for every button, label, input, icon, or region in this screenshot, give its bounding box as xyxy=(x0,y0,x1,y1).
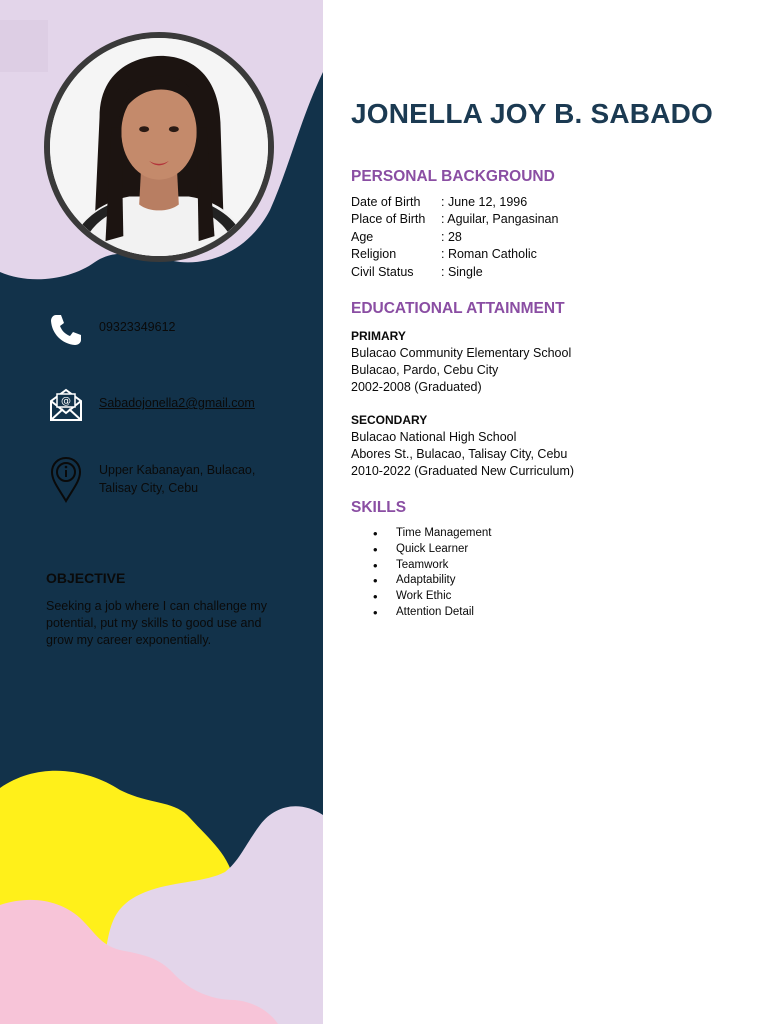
contact-phone xyxy=(46,306,306,354)
address-line-1: Upper Kabanayan, Bulacao, xyxy=(99,463,256,477)
skill-item: • Attention Detail xyxy=(373,606,491,622)
svg-text:@: @ xyxy=(61,396,71,407)
school-location: Abores St., Bulacao, Talisay City, Cebu xyxy=(351,447,568,461)
sidebar xyxy=(0,0,323,1024)
skill-item: • Adaptability xyxy=(373,574,491,590)
info-label: Civil Status xyxy=(351,264,414,279)
info-row xyxy=(351,247,558,264)
info-row xyxy=(351,212,558,229)
skills-list xyxy=(373,527,491,622)
education-title: EDUCATIONAL ATTAINMENT xyxy=(351,300,565,317)
school-years: 2010-2022 (Graduated New Curriculum) xyxy=(351,464,575,478)
profile-photo xyxy=(44,32,274,262)
personal-background-title: PERSONAL BACKGROUND xyxy=(351,168,555,185)
personal-info-table xyxy=(351,195,558,282)
info-row xyxy=(351,265,558,282)
info-row xyxy=(351,195,558,212)
info-value: : Roman Catholic xyxy=(441,247,537,262)
skill-item: • Teamwork xyxy=(373,559,491,575)
education-level: SECONDARY xyxy=(351,413,428,427)
soft-corner-shape xyxy=(0,20,48,72)
contact-email xyxy=(46,380,306,428)
address-text xyxy=(99,461,279,497)
info-value: : June 12, 1996 xyxy=(441,195,528,209)
info-label: Age xyxy=(351,229,374,244)
school-location: Bulacao, Pardo, Cebu City xyxy=(351,363,499,377)
info-label: Place of Birth xyxy=(351,212,426,227)
education-primary xyxy=(351,328,571,396)
skills-title: SKILLS xyxy=(351,499,407,516)
education-level: PRIMARY xyxy=(351,329,406,343)
info-label: Religion xyxy=(351,247,397,262)
skill-item: • Work Ethic xyxy=(373,590,491,606)
location-icon xyxy=(46,455,86,503)
info-row xyxy=(351,230,558,247)
person-portrait-image xyxy=(50,38,268,256)
info-value: : Aguilar, Pangasinan xyxy=(441,212,559,227)
address-line-2: Talisay City, Cebu xyxy=(99,481,199,495)
email-icon xyxy=(46,380,86,428)
info-value: : 28 xyxy=(441,229,462,244)
info-label: Date of Birth xyxy=(351,195,421,209)
info-value: : Single xyxy=(441,264,483,279)
applicant-name: JONELLA JOY B. SABADO xyxy=(351,98,714,129)
school-name: Bulacao National High School xyxy=(351,430,517,444)
school-name: Bulacao Community Elementary School xyxy=(351,346,572,360)
phone-number[interactable]: 09323349612 xyxy=(99,320,176,334)
email-link[interactable]: Sabadojonella2@gmail.com xyxy=(99,396,255,410)
skill-item: • Quick Learner xyxy=(373,543,491,559)
objective-title: OBJECTIVE xyxy=(46,570,126,586)
education-secondary xyxy=(351,412,574,480)
objective-text: Seeking a job where I can challenge my potential, put my skills to good use and grow my career exponentially. xyxy=(46,599,267,647)
phone-icon xyxy=(46,306,86,354)
skill-item: • Time Management xyxy=(373,527,491,543)
contact-address xyxy=(46,455,306,503)
school-years: 2002-2008 (Graduated) xyxy=(351,380,482,394)
